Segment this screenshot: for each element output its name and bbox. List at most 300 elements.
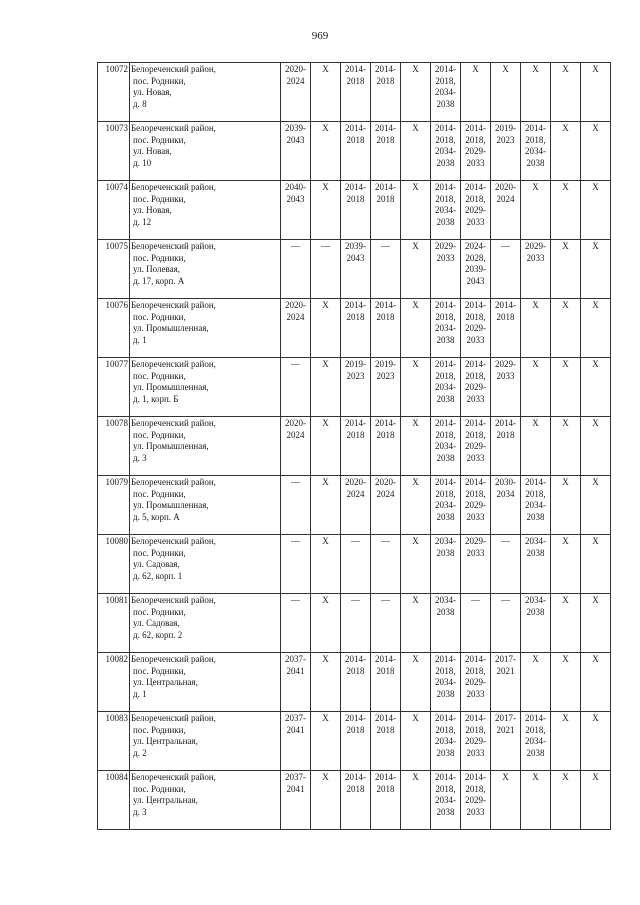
address-line: Белореченский район, [131,64,216,74]
period-line: 2020- [495,182,516,192]
period-line: 2018, [525,488,546,499]
period-line: 2014- [435,123,456,133]
period-line: — [381,536,390,546]
period-cell [401,535,431,594]
period-line: 2038 [436,98,455,109]
period-line: 2024 [286,311,305,322]
period-cell [341,417,371,476]
period-cell [431,181,461,240]
address-line: Белореченский район, [131,300,216,310]
period-cell [371,476,401,535]
period-line: 2014- [375,64,396,74]
period-cell [341,122,371,181]
period-line: 2038 [526,547,545,558]
period-line: 2034- [525,500,546,511]
period-line: X [322,772,329,782]
period-cell [551,122,581,181]
period-line: 2038 [436,688,455,699]
table-row [98,771,611,830]
period-line: X [562,418,569,428]
period-line: X [532,182,539,192]
address-line: Белореченский район, [131,182,216,192]
period-cell [461,594,491,653]
address-line: ул. Промышленная, [133,323,209,334]
period-cell [401,476,431,535]
address-line: ул. Промышленная, [133,500,209,511]
period-line: 2039- [465,264,486,275]
period-cell [371,122,401,181]
period-cell [581,535,611,594]
period-line: 2014- [435,418,456,428]
period-cell [581,299,611,358]
period-cell [431,712,461,771]
address-line: Белореченский район, [131,477,216,487]
period-cell [581,594,611,653]
table-row [98,63,611,122]
period-cell [371,653,401,712]
period-cell [371,594,401,653]
period-cell [491,181,521,240]
period-cell [431,594,461,653]
address-cell [130,181,281,240]
page-number: 969 [311,30,329,42]
period-cell [341,299,371,358]
period-cell [311,417,341,476]
period-cell [521,299,551,358]
period-cell [461,476,491,535]
period-cell [581,181,611,240]
period-line: X [532,64,539,74]
period-cell [461,771,491,830]
period-line: 2014- [375,418,396,428]
period-line: 2018, [435,488,456,499]
period-line: 2023 [496,134,515,145]
period-line: 2018 [376,75,395,86]
period-line: 2018, [465,193,486,204]
period-line: 2041 [286,724,305,735]
period-line: 2034- [435,441,456,452]
period-line: X [412,418,419,428]
period-cell [371,181,401,240]
period-cell [401,240,431,299]
period-line: X [532,359,539,369]
period-cell [521,181,551,240]
period-line: 2033 [526,252,545,263]
period-line: 2014- [345,182,366,192]
address-line: пос. Родники, [133,547,186,558]
period-cell [491,535,521,594]
period-line: 2029- [525,241,546,251]
period-line: X [322,477,329,487]
period-line: 2018 [376,783,395,794]
period-cell [401,712,431,771]
period-cell [581,476,611,535]
period-line: 2043 [286,134,305,145]
period-cell [551,181,581,240]
period-line: X [322,595,329,605]
period-line: X [592,123,599,133]
address-line: пос. Родники, [133,370,186,381]
address-line: ул. Центральная, [133,736,198,747]
address-line: пос. Родники, [133,311,186,322]
period-cell [461,240,491,299]
period-line: 2040- [285,182,306,192]
period-line: 2037- [285,713,306,723]
period-line: 2018 [376,665,395,676]
address-line: ул. Центральная, [133,795,198,806]
table-row [98,122,611,181]
period-line: X [592,713,599,723]
period-cell [341,771,371,830]
period-line: 2014- [495,418,516,428]
period-line: 2038 [436,393,455,404]
period-line: X [562,595,569,605]
period-cell [491,358,521,417]
period-line: 2034- [435,500,456,511]
period-line: 2037- [285,772,306,782]
period-line: — [501,595,510,605]
period-line: 2034- [435,323,456,334]
period-line: X [412,654,419,664]
period-line: X [322,123,329,133]
period-line: 2023 [346,370,365,381]
period-cell [551,63,581,122]
row-number-cell: 10075 [98,240,130,299]
address-line: пос. Родники, [133,783,186,794]
address-line: д. 1 [133,688,147,699]
address-line: ул. Центральная, [133,677,198,688]
period-line: 2014- [375,772,396,782]
period-line: X [562,772,569,782]
period-line: 2038 [526,747,545,758]
table-row [98,358,611,417]
period-line: X [562,477,569,487]
table-row [98,535,611,594]
address-line: ул. Новая, [133,87,172,98]
period-cell [491,712,521,771]
period-cell [311,299,341,358]
period-cell [521,771,551,830]
period-line: 2018, [525,134,546,145]
period-line: — [471,595,480,605]
period-line: 2017- [495,654,516,664]
period-line: 2039- [345,241,366,251]
period-line: X [322,300,329,310]
period-line: 2014- [435,654,456,664]
period-line: 2029- [465,795,486,806]
period-line: 2038 [436,806,455,817]
address-line: ул. Садовая, [133,618,180,629]
period-line: 2034- [435,677,456,688]
period-line: 2018, [465,429,486,440]
period-cell [431,417,461,476]
period-line: X [502,772,509,782]
period-line: 2023 [376,370,395,381]
period-line: 2029- [465,500,486,511]
period-line: 2038 [436,547,455,558]
period-line: X [412,595,419,605]
period-cell [581,63,611,122]
period-line: X [412,182,419,192]
period-line: 2043 [286,193,305,204]
period-line: 2014- [465,713,486,723]
period-line: 2019- [345,359,366,369]
period-line: 2038 [436,747,455,758]
period-line: 2014- [525,123,546,133]
address-line: Белореченский район, [131,536,216,546]
period-cell [521,535,551,594]
period-line: 2024 [346,488,365,499]
period-line: 2014- [435,713,456,723]
period-line: 2014- [465,359,486,369]
address-line: Белореченский район, [131,241,216,251]
period-cell [281,594,311,653]
period-line: 2014- [345,772,366,782]
period-cell [551,535,581,594]
period-line: 2019- [495,123,516,133]
period-line: X [592,654,599,664]
period-line: 2014- [375,182,396,192]
period-cell [431,476,461,535]
period-line: 2018, [435,193,456,204]
period-line: 2033 [466,806,485,817]
period-cell [521,594,551,653]
address-line: ул. Садовая, [133,559,180,570]
period-line: 2033 [496,370,515,381]
table-row [98,181,611,240]
period-cell [461,535,491,594]
period-line: 2034- [435,595,456,605]
period-line: 2018 [376,311,395,322]
period-cell [311,122,341,181]
period-line: 2033 [466,452,485,463]
period-line: 2014- [375,300,396,310]
period-cell [311,181,341,240]
period-line: X [562,123,569,133]
period-cell [461,712,491,771]
registry-table [97,62,611,830]
period-line: X [532,418,539,428]
period-line: 2021 [496,665,515,676]
period-line: X [592,477,599,487]
period-line: 2014- [375,713,396,723]
period-line: X [322,64,329,74]
period-line: 2018, [525,724,546,735]
address-line: д. 1 [133,334,147,345]
period-line: 2041 [286,665,305,676]
period-line: 2038 [436,452,455,463]
address-line: д. 5, корп. А [133,511,180,522]
period-line: 2020- [285,300,306,310]
address-line: д. 17, корп. А [133,275,185,286]
period-line: 2017- [495,713,516,723]
period-cell [311,712,341,771]
period-cell [281,358,311,417]
period-line: 2014- [495,300,516,310]
table-row [98,299,611,358]
address-cell [130,594,281,653]
period-line: 2034- [435,382,456,393]
period-cell [551,417,581,476]
period-line: X [592,241,599,251]
registry-table-body [98,63,611,830]
period-cell [341,476,371,535]
period-cell [311,358,341,417]
period-line: X [412,123,419,133]
period-line: 2018, [435,134,456,145]
address-cell [130,63,281,122]
period-line: — [501,241,510,251]
period-cell [581,653,611,712]
period-cell [551,712,581,771]
period-line: X [562,536,569,546]
period-cell [461,299,491,358]
table-row [98,653,611,712]
period-line: X [562,713,569,723]
period-line: — [381,241,390,251]
period-line: X [562,300,569,310]
period-line: X [412,300,419,310]
period-line: 2018, [465,134,486,145]
period-cell [401,358,431,417]
period-cell [371,771,401,830]
period-line: X [322,418,329,428]
period-line: X [412,713,419,723]
address-line: ул. Новая, [133,205,172,216]
period-cell [431,653,461,712]
period-line: 2018 [346,665,365,676]
period-line: 2018 [346,783,365,794]
period-cell [551,653,581,712]
period-line: 2018 [376,134,395,145]
period-line: X [502,64,509,74]
period-line: 2034- [435,795,456,806]
period-cell [371,417,401,476]
period-cell [431,535,461,594]
row-number-cell: 10081 [98,594,130,653]
period-line: X [322,536,329,546]
period-line: 2034- [435,736,456,747]
period-cell [311,476,341,535]
period-line: 2014- [435,359,456,369]
period-line: 2029- [465,736,486,747]
row-number-cell: 10072 [98,63,130,122]
period-line: 2018 [346,193,365,204]
period-line: 2018, [435,370,456,381]
period-cell [581,122,611,181]
period-line: X [562,182,569,192]
period-cell [461,358,491,417]
period-line: — [291,241,300,251]
period-line: — [291,595,300,605]
period-line: 2034 [496,488,515,499]
address-line: ул. Промышленная, [133,382,209,393]
period-line: 2018 [496,311,515,322]
row-number-cell: 10079 [98,476,130,535]
period-line: 2037- [285,654,306,664]
period-cell [371,712,401,771]
period-cell [491,63,521,122]
period-line: 2014- [375,654,396,664]
row-number-cell: 10080 [98,535,130,594]
table-row [98,594,611,653]
period-cell [491,476,521,535]
period-cell [401,771,431,830]
period-line: 2014- [465,300,486,310]
period-line: — [351,536,360,546]
period-cell [311,653,341,712]
period-cell [551,358,581,417]
period-cell [461,181,491,240]
period-line: 2033 [466,393,485,404]
period-line: 2018 [346,75,365,86]
period-cell [401,63,431,122]
period-line: 2014- [345,64,366,74]
address-cell [130,712,281,771]
period-line: X [412,64,419,74]
period-cell [431,240,461,299]
period-line: 2014- [465,772,486,782]
period-cell [341,240,371,299]
period-line: 2034- [435,146,456,157]
address-cell [130,358,281,417]
period-line: 2020- [285,64,306,74]
row-number-cell: 10077 [98,358,130,417]
period-line: — [291,477,300,487]
period-cell [281,417,311,476]
address-line: пос. Родники, [133,606,186,617]
period-cell [521,476,551,535]
period-line: 2018 [376,724,395,735]
period-line: 2018 [496,429,515,440]
period-cell [281,476,311,535]
period-cell [311,535,341,594]
period-line: X [562,654,569,664]
period-cell [551,299,581,358]
period-cell [491,417,521,476]
address-line: Белореченский район, [131,418,216,428]
period-cell [341,63,371,122]
period-line: X [562,64,569,74]
address-cell [130,240,281,299]
period-line: 2029- [435,241,456,251]
period-line: 2029- [465,323,486,334]
period-line: 2018, [435,75,456,86]
address-cell [130,299,281,358]
address-line: ул. Промышленная, [133,441,209,452]
period-cell [371,299,401,358]
period-line: 2034- [525,736,546,747]
period-line: X [322,359,329,369]
period-cell [281,653,311,712]
period-cell [281,181,311,240]
period-cell [371,358,401,417]
period-cell [551,476,581,535]
period-line: X [412,477,419,487]
period-cell [521,417,551,476]
address-line: пос. Родники, [133,252,186,263]
period-line: X [562,241,569,251]
table-row [98,417,611,476]
period-line: 2014- [375,123,396,133]
period-line: 2039- [285,123,306,133]
period-cell [521,358,551,417]
address-line: Белореченский район, [131,359,216,369]
period-cell [281,712,311,771]
period-line: 2014- [525,713,546,723]
period-cell [551,771,581,830]
period-cell [581,358,611,417]
